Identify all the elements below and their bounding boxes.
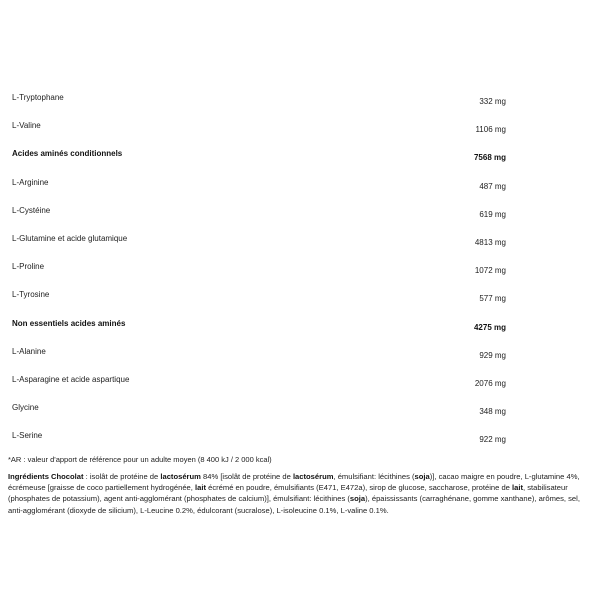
nutrient-value: 487 mg [479, 181, 506, 191]
nutrient-name: Glycine [12, 403, 39, 413]
nutrient-value: 348 mg [479, 407, 506, 417]
allergen-text: lactosérum [292, 472, 334, 481]
ingredients-text: ), épaississants (carraghénane, gomme xanthane), arômes, sel, anti-agglomérant (dioxyde de silicium), L-Leucine 0.2%, édulcorant (sucralose), L-isoleucine 0.1%, L-valine 0.1%. [8, 494, 580, 515]
ingredients-paragraph [8, 471, 596, 516]
allergen-text: lait [512, 483, 524, 493]
nutrient-name: L-Arginine [12, 177, 49, 187]
table-row [12, 253, 512, 281]
nutrient-value: 619 mg [479, 209, 506, 219]
nutrient-name: L-Tyrosine [12, 290, 50, 300]
nutrient-value: 1072 mg [474, 266, 506, 276]
table-row-group-header [12, 140, 512, 168]
nutrient-name: L-Glutamine et acide glutamique [12, 233, 128, 243]
group-total: 7568 mg [473, 153, 506, 163]
nutrient-value: 4813 mg [474, 237, 506, 247]
group-name: Non essentiels acides aminés [12, 318, 126, 328]
reference-intake-footnote: *AR : valeur d'apport de référence pour un adulte moyen (8 400 kJ / 2 000 kcal) [8, 455, 272, 464]
nutrient-value: 332 mg [479, 97, 506, 106]
table-row [12, 169, 512, 197]
table-row [12, 84, 512, 112]
nutrient-name: L-Serine [12, 431, 43, 441]
nutrient-value: 929 mg [479, 350, 506, 360]
nutrient-value: 1106 mg [475, 125, 506, 135]
table-row [12, 338, 512, 366]
nutrient-value: 577 mg [479, 294, 506, 304]
table-row [12, 394, 512, 422]
table-row [12, 281, 512, 309]
group-total: 4275 mg [473, 322, 506, 332]
ingredients-text: écrémé en poudre, émulsifiants (E471, E472a), sirop de glucose, saccharose, protéine de [205, 483, 513, 493]
table-row [12, 422, 512, 450]
table-row [12, 112, 512, 140]
allergen-text: soja [414, 472, 430, 481]
ingredients-text: , stabilisateur (phosphates de potassium), agent anti-agglomérant (phosphates de calcium)], émulsifiant: lécithines ( [8, 483, 568, 504]
table-row [12, 225, 512, 253]
table-row-group-header [12, 310, 512, 338]
nutrient-value: 2076 mg [474, 378, 506, 388]
ingredients-text: )], cacao maigre en poudre, L-glutamine 4%, écrémeuse [graisse de coco partiellement hydrogénée, [8, 472, 580, 493]
ingredients-text: : isolât de protéine de [83, 472, 161, 481]
nutrient-name: L-Proline [12, 262, 45, 272]
nutrition-table [12, 84, 512, 450]
nutrient-name: L-Asparagine et acide aspartique [12, 374, 130, 384]
ingredients-heading: Ingrédients Chocolat [8, 472, 84, 481]
table-row [12, 366, 512, 394]
nutrient-name: L-Tryptophane [12, 93, 64, 102]
nutrient-name: L-Alanine [12, 346, 46, 356]
nutrient-name: L-Cystéine [12, 205, 51, 215]
ingredients-text: 84% [isolât de protéine de [200, 472, 293, 481]
nutrient-value: 922 mg [479, 435, 506, 445]
table-row [12, 197, 512, 225]
nutrient-name: L-Valine [12, 121, 41, 131]
allergen-text: lait [195, 483, 206, 493]
allergen-text: lactosérum [160, 472, 201, 481]
allergen-text: soja [349, 494, 366, 504]
ingredients-text: , émulsifiant: lécithines ( [333, 472, 415, 481]
group-name: Acides aminés conditionnels [12, 149, 123, 159]
